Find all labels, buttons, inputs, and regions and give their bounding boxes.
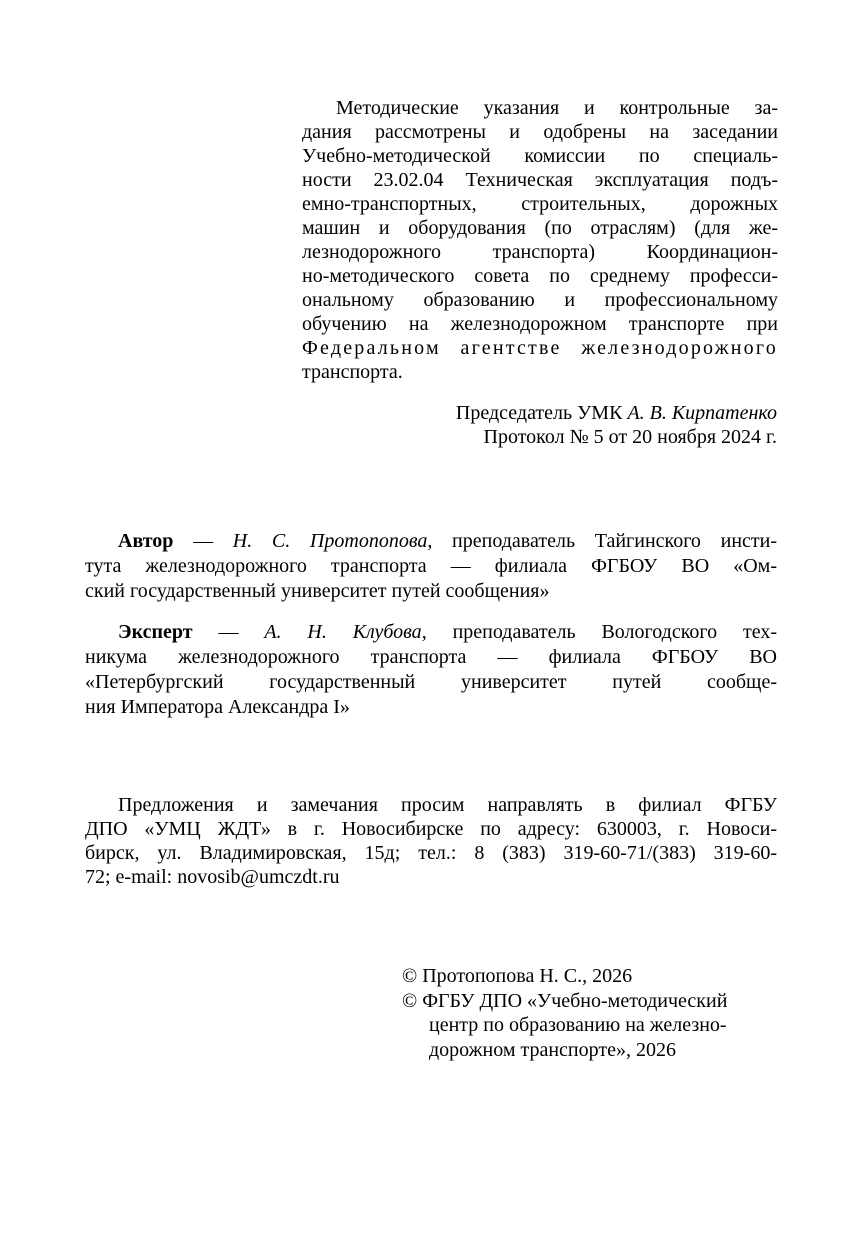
protocol-line: Протокол № 5 от 20 ноября 2024 г. xyxy=(483,426,777,448)
copyright-line: центр по образованию на железно- xyxy=(429,1014,727,1036)
chairman-title: Председатель УМК xyxy=(455,402,628,424)
text-run: Н. С. Протопопова xyxy=(232,530,428,552)
text-run: Эксперт xyxy=(118,621,193,643)
text-line: но-методического совета по среднему професси- xyxy=(302,265,778,287)
expert-paragraph xyxy=(85,620,777,720)
text-line: обучению на железнодорожном транспорте при xyxy=(302,313,778,335)
approval-paragraph xyxy=(302,96,778,384)
text-line xyxy=(85,620,777,645)
text-line: никума железнодорожного транспорта — филиала ФГБОУ ВО xyxy=(85,646,777,668)
text-run: , преподаватель Вологодского тех- xyxy=(421,621,777,643)
text-line: Методические указания и контрольные за- xyxy=(336,97,778,119)
copyright-line: © Протопопова Н. С., 2026 xyxy=(402,965,633,987)
text-line: емно-транспортных, строительных, дорожных xyxy=(302,193,778,215)
author-paragraph xyxy=(85,529,777,604)
text-line: лезнодорожного транспорта) Координацион- xyxy=(302,241,778,263)
text-line: машин и оборудования (по отраслям) (для же- xyxy=(302,217,778,239)
text-line: ния Императора Александра I» xyxy=(85,696,350,718)
text-run: А. Н. Клубова xyxy=(264,621,422,643)
text-line xyxy=(85,529,777,554)
text-line: ности 23.02.04 Техническая эксплуатация подъ- xyxy=(302,169,778,191)
text-line: бирск, ул. Владимировская, 15д; тел.: 8 (383) 319-60-71/(383) 319-60- xyxy=(85,842,777,864)
text-line: 72; e-mail: novosib@umczdt.ru xyxy=(85,866,340,888)
text-line: Федеральном агентстве железнодорожного xyxy=(302,337,778,359)
text-line: Учебно-методической комиссии по специаль- xyxy=(302,145,778,167)
text-line: ский государственный университет путей сообщения» xyxy=(85,580,550,602)
text-line: транспорта. xyxy=(302,361,403,383)
text-line: дания рассмотрены и одобрены на заседании xyxy=(302,121,778,143)
text-run: Автор xyxy=(118,530,174,552)
text-run: — xyxy=(173,530,233,552)
text-line: ДПО «УМЦ ЖДТ» в г. Новосибирске по адресу: 630003, г. Новоси- xyxy=(85,818,777,840)
contact-paragraph xyxy=(85,793,777,889)
chairman-line xyxy=(456,401,777,425)
text-run: , преподаватель Тайгинского инсти- xyxy=(427,530,777,552)
copyright-line: дорожном транспорте», 2026 xyxy=(429,1038,676,1061)
text-line: ональному образованию и профессиональному xyxy=(302,289,778,311)
copyright-block xyxy=(402,964,727,1062)
text-line: Предложения и замечания просим направлять в филиал ФГБУ xyxy=(118,794,777,816)
text-line: «Петербургский государственный университет путей сообще- xyxy=(85,671,777,693)
signature-block xyxy=(456,401,777,449)
text-run: — xyxy=(192,621,265,643)
copyright-line: © ФГБУ ДПО «Учебно-методический xyxy=(402,989,728,1012)
chairman-name: А. В. Кирпатенко xyxy=(627,402,777,424)
text-line: тута железнодорожного транспорта — филиала ФГБОУ ВО «Ом- xyxy=(85,555,777,577)
